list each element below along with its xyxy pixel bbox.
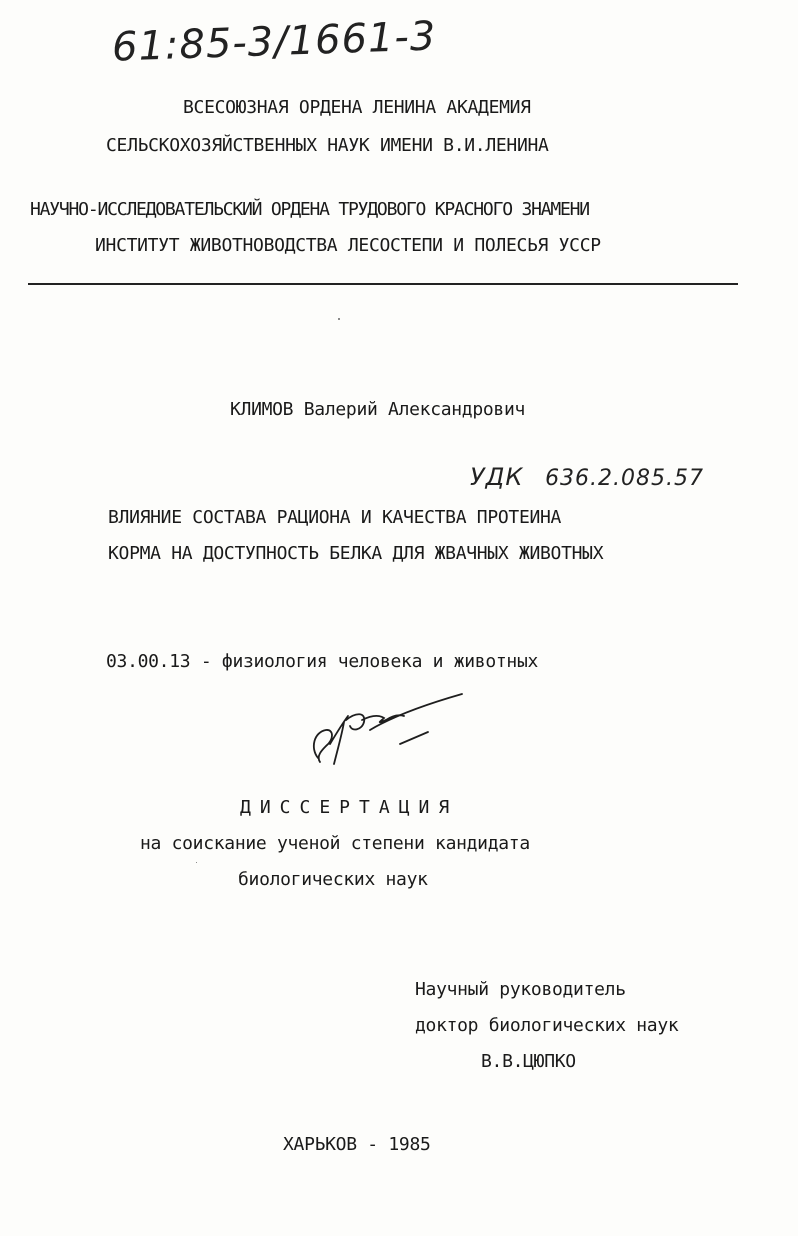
header-line-2: СЕЛЬСКОХОЗЯЙСТВЕННЫХ НАУК ИМЕНИ В.И.ЛЕНИНА <box>106 135 549 156</box>
supervisor-title: доктор биологических наук <box>415 1015 679 1036</box>
city-year: ХАРЬКОВ - 1985 <box>283 1134 431 1155</box>
speck <box>196 862 197 863</box>
specialty-code: 03.00.13 - физиология человека и животных <box>106 651 539 672</box>
title-line-2: КОРМА НА ДОСТУПНОСТЬ БЕЛКА ДЛЯ ЖВАЧНЫХ ЖИВОТНЫХ <box>108 543 604 564</box>
header-divider <box>28 283 738 285</box>
degree-line-1: на соискание ученой степени кандидата <box>140 833 530 854</box>
supervisor-role: Научный руководитель <box>415 979 626 1000</box>
udc-line <box>470 463 704 491</box>
degree-line-2: биологических наук <box>238 869 428 890</box>
author-signature <box>300 686 470 776</box>
header-line-1: ВСЕСОЮЗНАЯ ОРДЕНА ЛЕНИНА АКАДЕМИЯ <box>183 97 531 118</box>
udc-label: УДК <box>470 463 524 491</box>
header-line-4: ИНСТИТУТ ЖИВОТНОВОДСТВА ЛЕСОСТЕПИ И ПОЛЕСЬЯ УССР <box>95 235 601 256</box>
dissertation-heading: ДИССЕРТАЦИЯ <box>240 797 459 818</box>
archive-code: 61:85-3/1661-3 <box>111 13 438 71</box>
udc-code: 636.2.085.57 <box>545 466 705 491</box>
header-line-3: НАУЧНО-ИССЛЕДОВАТЕЛЬСКИЙ ОРДЕНА ТРУДОВОГО КРАСНОГО ЗНАМЕНИ <box>30 199 589 220</box>
supervisor-name: В.В.ЦЮПКО <box>481 1051 576 1072</box>
speck <box>338 318 340 320</box>
author-name: КЛИМОВ Валерий Александрович <box>230 399 526 420</box>
title-line-1: ВЛИЯНИЕ СОСТАВА РАЦИОНА И КАЧЕСТВА ПРОТЕИНА <box>108 507 562 528</box>
